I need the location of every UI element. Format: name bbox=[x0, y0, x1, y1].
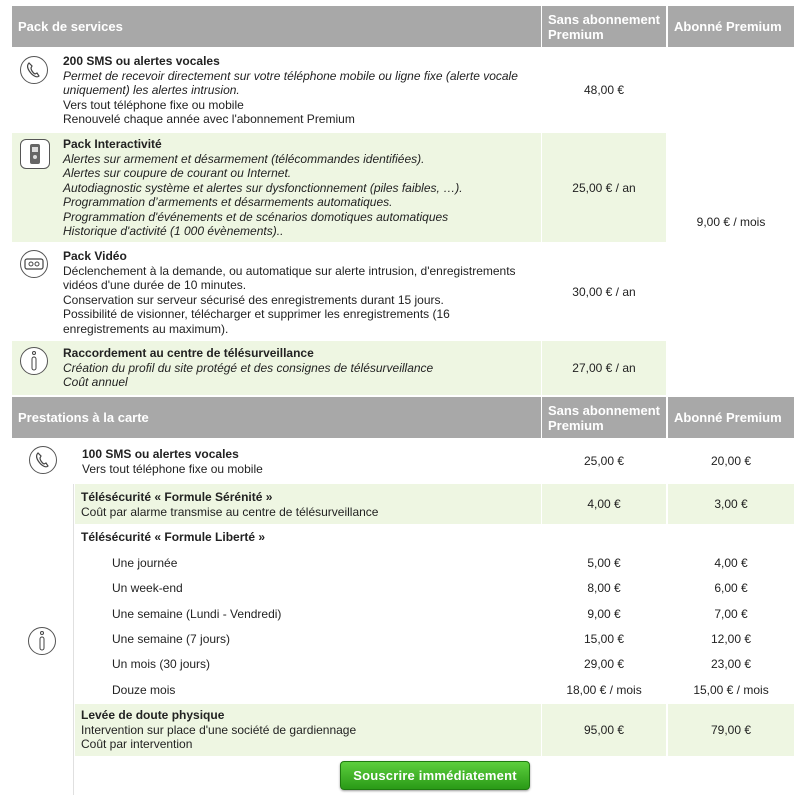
liberte-label: Un week-end bbox=[112, 581, 183, 595]
liberte-price1: 5,00 € bbox=[587, 556, 621, 570]
pack-item-line: Conservation sur serveur sécurisé des enregistrements durant 15 jours. bbox=[63, 292, 444, 307]
carte-levee-line: Intervention sur place d'une société de gardiennage bbox=[81, 722, 357, 737]
phone-icon bbox=[29, 446, 57, 474]
liberte-label: Un mois (30 jours) bbox=[112, 657, 211, 671]
pack-price-raccordement: 27,00 € / an bbox=[542, 341, 666, 395]
pack-header-col1: Sans abonnement Premium bbox=[542, 6, 666, 47]
liberte-price1: 18,00 € / mois bbox=[566, 683, 642, 697]
pack-item-desc: Alertes sur coupure de courant ou Internet. bbox=[63, 166, 292, 180]
phone-icon bbox=[20, 56, 48, 84]
carte-levee-title: Levée de doute physique bbox=[81, 708, 225, 722]
pack-item-desc: Programmation d’armements et désarmements automatiques. bbox=[63, 195, 393, 209]
remote-control-icon bbox=[20, 139, 50, 169]
pack-item-line: Possibilité de visionner, télécharger et supprimer les enregistrements (16 enregistrements au maximum). bbox=[63, 307, 450, 336]
liberte-price2: 23,00 € bbox=[710, 657, 752, 671]
pack-price-interactivite: 25,00 € / an bbox=[542, 133, 666, 242]
carte-levee-line: Coût par intervention bbox=[81, 737, 193, 751]
liberte-label: Une journée bbox=[112, 556, 178, 570]
pack-item-line: Vers tout téléphone fixe ou mobile bbox=[63, 97, 244, 112]
liberte-price1: 8,00 € bbox=[587, 581, 621, 595]
pack-item-title: Pack Vidéo bbox=[63, 249, 127, 263]
pack-header-title: Pack de services bbox=[12, 6, 541, 47]
liberte-price2: 12,00 € bbox=[710, 632, 752, 646]
carte-serenite-price2: 3,00 € bbox=[668, 484, 794, 524]
liberte-price2: 7,00 € bbox=[714, 607, 748, 621]
liberte-price2: 4,00 € bbox=[714, 556, 748, 570]
liberte-price2: 6,00 € bbox=[714, 581, 748, 595]
liberte-price1: 29,00 € bbox=[583, 657, 625, 671]
pack-row-interactivite bbox=[12, 133, 541, 242]
pack-row-sms bbox=[12, 48, 541, 131]
carte-sms-price2: 20,00 € bbox=[668, 440, 794, 482]
carte-serenite-line: Coût par alarme transmise au centre de télésurveillance bbox=[81, 504, 379, 519]
liberte-label: Douze mois bbox=[112, 683, 176, 697]
video-tape-icon bbox=[20, 250, 48, 278]
carte-levee-price1: 95,00 € bbox=[542, 704, 666, 756]
carte-header-col2: Abonné Premium bbox=[668, 397, 794, 438]
carte-divider bbox=[73, 484, 74, 795]
liberte-price2: 15,00 € / mois bbox=[693, 683, 769, 697]
pack-item-desc: Coût annuel bbox=[63, 375, 128, 389]
carte-row-levee bbox=[75, 704, 541, 756]
pack-item-title: Raccordement au centre de télésurveillance bbox=[63, 346, 314, 360]
pack-item-line: Renouvelé chaque année avec l'abonnement Premium bbox=[63, 112, 355, 126]
liberte-price1: 15,00 € bbox=[583, 632, 625, 646]
pack-item-desc: Programmation d'événements et de scénarios domotiques automatiques bbox=[63, 209, 449, 224]
pack-premium-price: 9,00 € / mois bbox=[668, 48, 794, 395]
pack-row-video bbox=[12, 244, 541, 339]
carte-sms-title: 100 SMS ou alertes vocales bbox=[82, 447, 239, 461]
carte-info-column bbox=[12, 484, 73, 795]
subscribe-button[interactable]: Souscrire immédiatement bbox=[340, 761, 530, 790]
pack-item-desc: Autodiagnostic système et alertes sur dysfonctionnement (piles faibles, …). bbox=[63, 180, 463, 195]
info-icon bbox=[20, 347, 48, 375]
pack-header-col2: Abonné Premium bbox=[668, 6, 794, 47]
pack-item-desc: Création du profil du site protégé et des consignes de télésurveillance bbox=[63, 360, 434, 375]
carte-liberte-title: Télésécurité « Formule Liberté » bbox=[81, 530, 266, 544]
pack-price-video: 30,00 € / an bbox=[542, 244, 666, 339]
liberte-price1: 9,00 € bbox=[587, 607, 621, 621]
pack-item-line: Déclenchement à la demande, ou automatique sur alerte intrusion, d'enregistrements vidéos d'une durée de 10 minutes. bbox=[63, 263, 516, 292]
carte-serenite-title: Télésécurité « Formule Sérénité » bbox=[81, 490, 273, 504]
pack-item-desc: Permet de recevoir directement sur votre téléphone mobile ou ligne fixe (alerte vocale uniquement) les alertes intrusion. bbox=[63, 68, 518, 97]
pack-item-title: 200 SMS ou alertes vocales bbox=[63, 54, 220, 68]
carte-sms-line: Vers tout téléphone fixe ou mobile bbox=[82, 461, 263, 476]
carte-serenite-price1: 4,00 € bbox=[542, 484, 666, 524]
carte-header-col1: Sans abonnement Premium bbox=[542, 397, 666, 438]
liberte-label: Une semaine (Lundi - Vendredi) bbox=[112, 607, 282, 621]
pack-row-raccordement bbox=[12, 341, 541, 395]
carte-row-serenite bbox=[75, 484, 541, 524]
carte-row-sms bbox=[12, 440, 541, 482]
carte-sms-price1: 25,00 € bbox=[542, 440, 666, 482]
info-icon bbox=[28, 627, 56, 655]
liberte-label: Une semaine (7 jours) bbox=[112, 632, 231, 646]
pack-item-desc: Alertes sur armement et désarmement (télécommandes identifiées). bbox=[63, 151, 425, 166]
carte-header-title: Prestations à la carte bbox=[12, 397, 541, 438]
pack-price-sms: 48,00 € bbox=[542, 48, 666, 131]
pack-item-title: Pack Interactivité bbox=[63, 137, 162, 151]
carte-levee-price2: 79,00 € bbox=[668, 704, 794, 756]
pack-item-desc: Historique d'activité (1 000 évènements).. bbox=[63, 224, 284, 238]
